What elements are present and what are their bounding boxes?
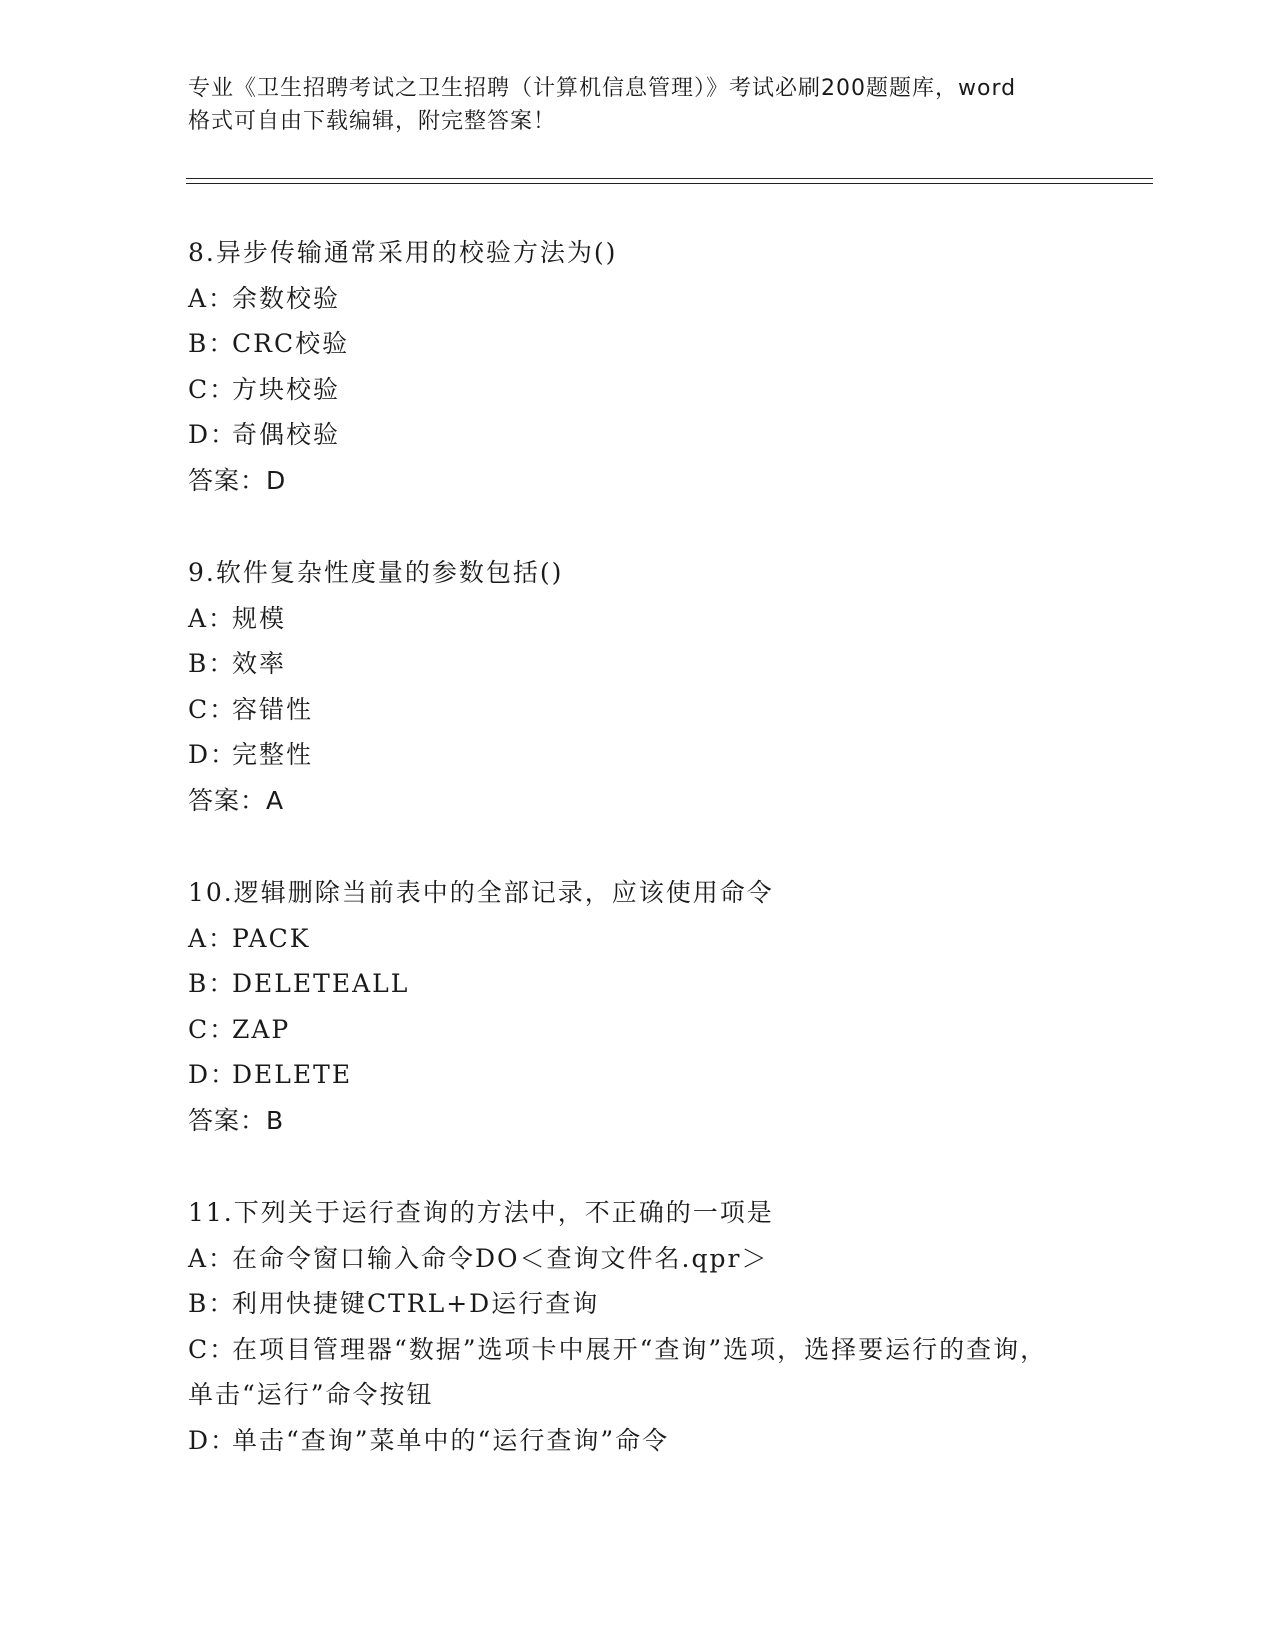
option-text: 方块校验 xyxy=(232,374,341,404)
option-label: D： xyxy=(188,420,238,449)
option-label: D： xyxy=(188,740,238,769)
option-label: C： xyxy=(188,1334,237,1364)
question-stem: 8.异步传输通常采用的校验方法为() xyxy=(188,238,618,267)
option-text: 在项目管理器“数据”选项卡中展开“查询”选项，选择要运行的查询，单击“运行”命令按钮 xyxy=(188,1334,1048,1409)
question-block xyxy=(188,230,1088,503)
option-a xyxy=(188,916,1088,962)
option-label: B： xyxy=(188,329,236,358)
option-label: A： xyxy=(188,923,236,953)
option-text: 规模 xyxy=(232,603,287,633)
question-stem: 9.软件复杂性度量的参数包括() xyxy=(188,558,564,587)
option-text: 完整性 xyxy=(232,740,314,769)
header-line-1: 专业《卫生招聘考试之卫生招聘（计算机信息管理）》考试必刷200题题库，word xyxy=(188,76,1017,101)
header-divider-top xyxy=(186,178,1153,179)
option-b xyxy=(188,641,1088,687)
option-text: 利用快捷键CTRL+D运行查询 xyxy=(232,1289,600,1318)
question-block xyxy=(188,550,1088,823)
option-label: B： xyxy=(188,1289,236,1318)
option-label: A： xyxy=(188,1243,236,1273)
option-label: B： xyxy=(188,969,236,998)
option-d xyxy=(188,412,1088,458)
option-text: DELETE xyxy=(232,1060,353,1089)
option-a xyxy=(188,276,1088,322)
option-text: 奇偶校验 xyxy=(232,420,341,449)
answer: 答案：D xyxy=(188,465,287,495)
option-d xyxy=(188,732,1088,778)
option-text: DELETEALL xyxy=(232,969,410,998)
document-header xyxy=(188,72,1088,138)
option-c xyxy=(188,1327,1068,1418)
option-b xyxy=(188,961,1088,1007)
option-label: A： xyxy=(188,603,236,633)
option-text: 余数校验 xyxy=(232,283,341,313)
answer: 答案：A xyxy=(188,785,285,815)
option-b xyxy=(188,321,1088,367)
option-label: C： xyxy=(188,694,237,724)
answer: 答案：B xyxy=(188,1105,285,1135)
option-c xyxy=(188,687,1088,733)
option-label: C： xyxy=(188,374,237,404)
option-label: C： xyxy=(188,1014,237,1044)
question-stem: 11.下列关于运行查询的方法中，不正确的一项是 xyxy=(188,1198,774,1227)
option-d xyxy=(188,1418,1088,1464)
question-stem: 10.逻辑删除当前表中的全部记录，应该使用命令 xyxy=(188,878,774,907)
option-b xyxy=(188,1281,1088,1327)
option-text: PACK xyxy=(232,923,311,953)
option-a xyxy=(188,596,1088,642)
option-c xyxy=(188,1007,1088,1053)
option-label: A： xyxy=(188,283,236,313)
option-text: 单击“查询”菜单中的“运行查询”命令 xyxy=(232,1425,670,1455)
question-block xyxy=(188,870,1088,1143)
header-divider-bottom xyxy=(186,183,1153,184)
option-d xyxy=(188,1052,1088,1098)
question-block xyxy=(188,1190,1088,1463)
option-c xyxy=(188,367,1088,413)
header-line-2: 格式可自由下载编辑，附完整答案！ xyxy=(188,109,557,134)
option-a xyxy=(188,1236,1088,1282)
option-text: CRC校验 xyxy=(232,329,350,358)
option-text: 效率 xyxy=(232,649,287,678)
option-label: D： xyxy=(188,1060,238,1089)
option-label: B： xyxy=(188,649,236,678)
option-text: ZAP xyxy=(232,1014,291,1044)
option-label: D： xyxy=(188,1425,238,1455)
option-text: 容错性 xyxy=(232,694,314,724)
option-text: 在命令窗口输入命令DO＜查询文件名.qpr＞ xyxy=(232,1243,769,1273)
